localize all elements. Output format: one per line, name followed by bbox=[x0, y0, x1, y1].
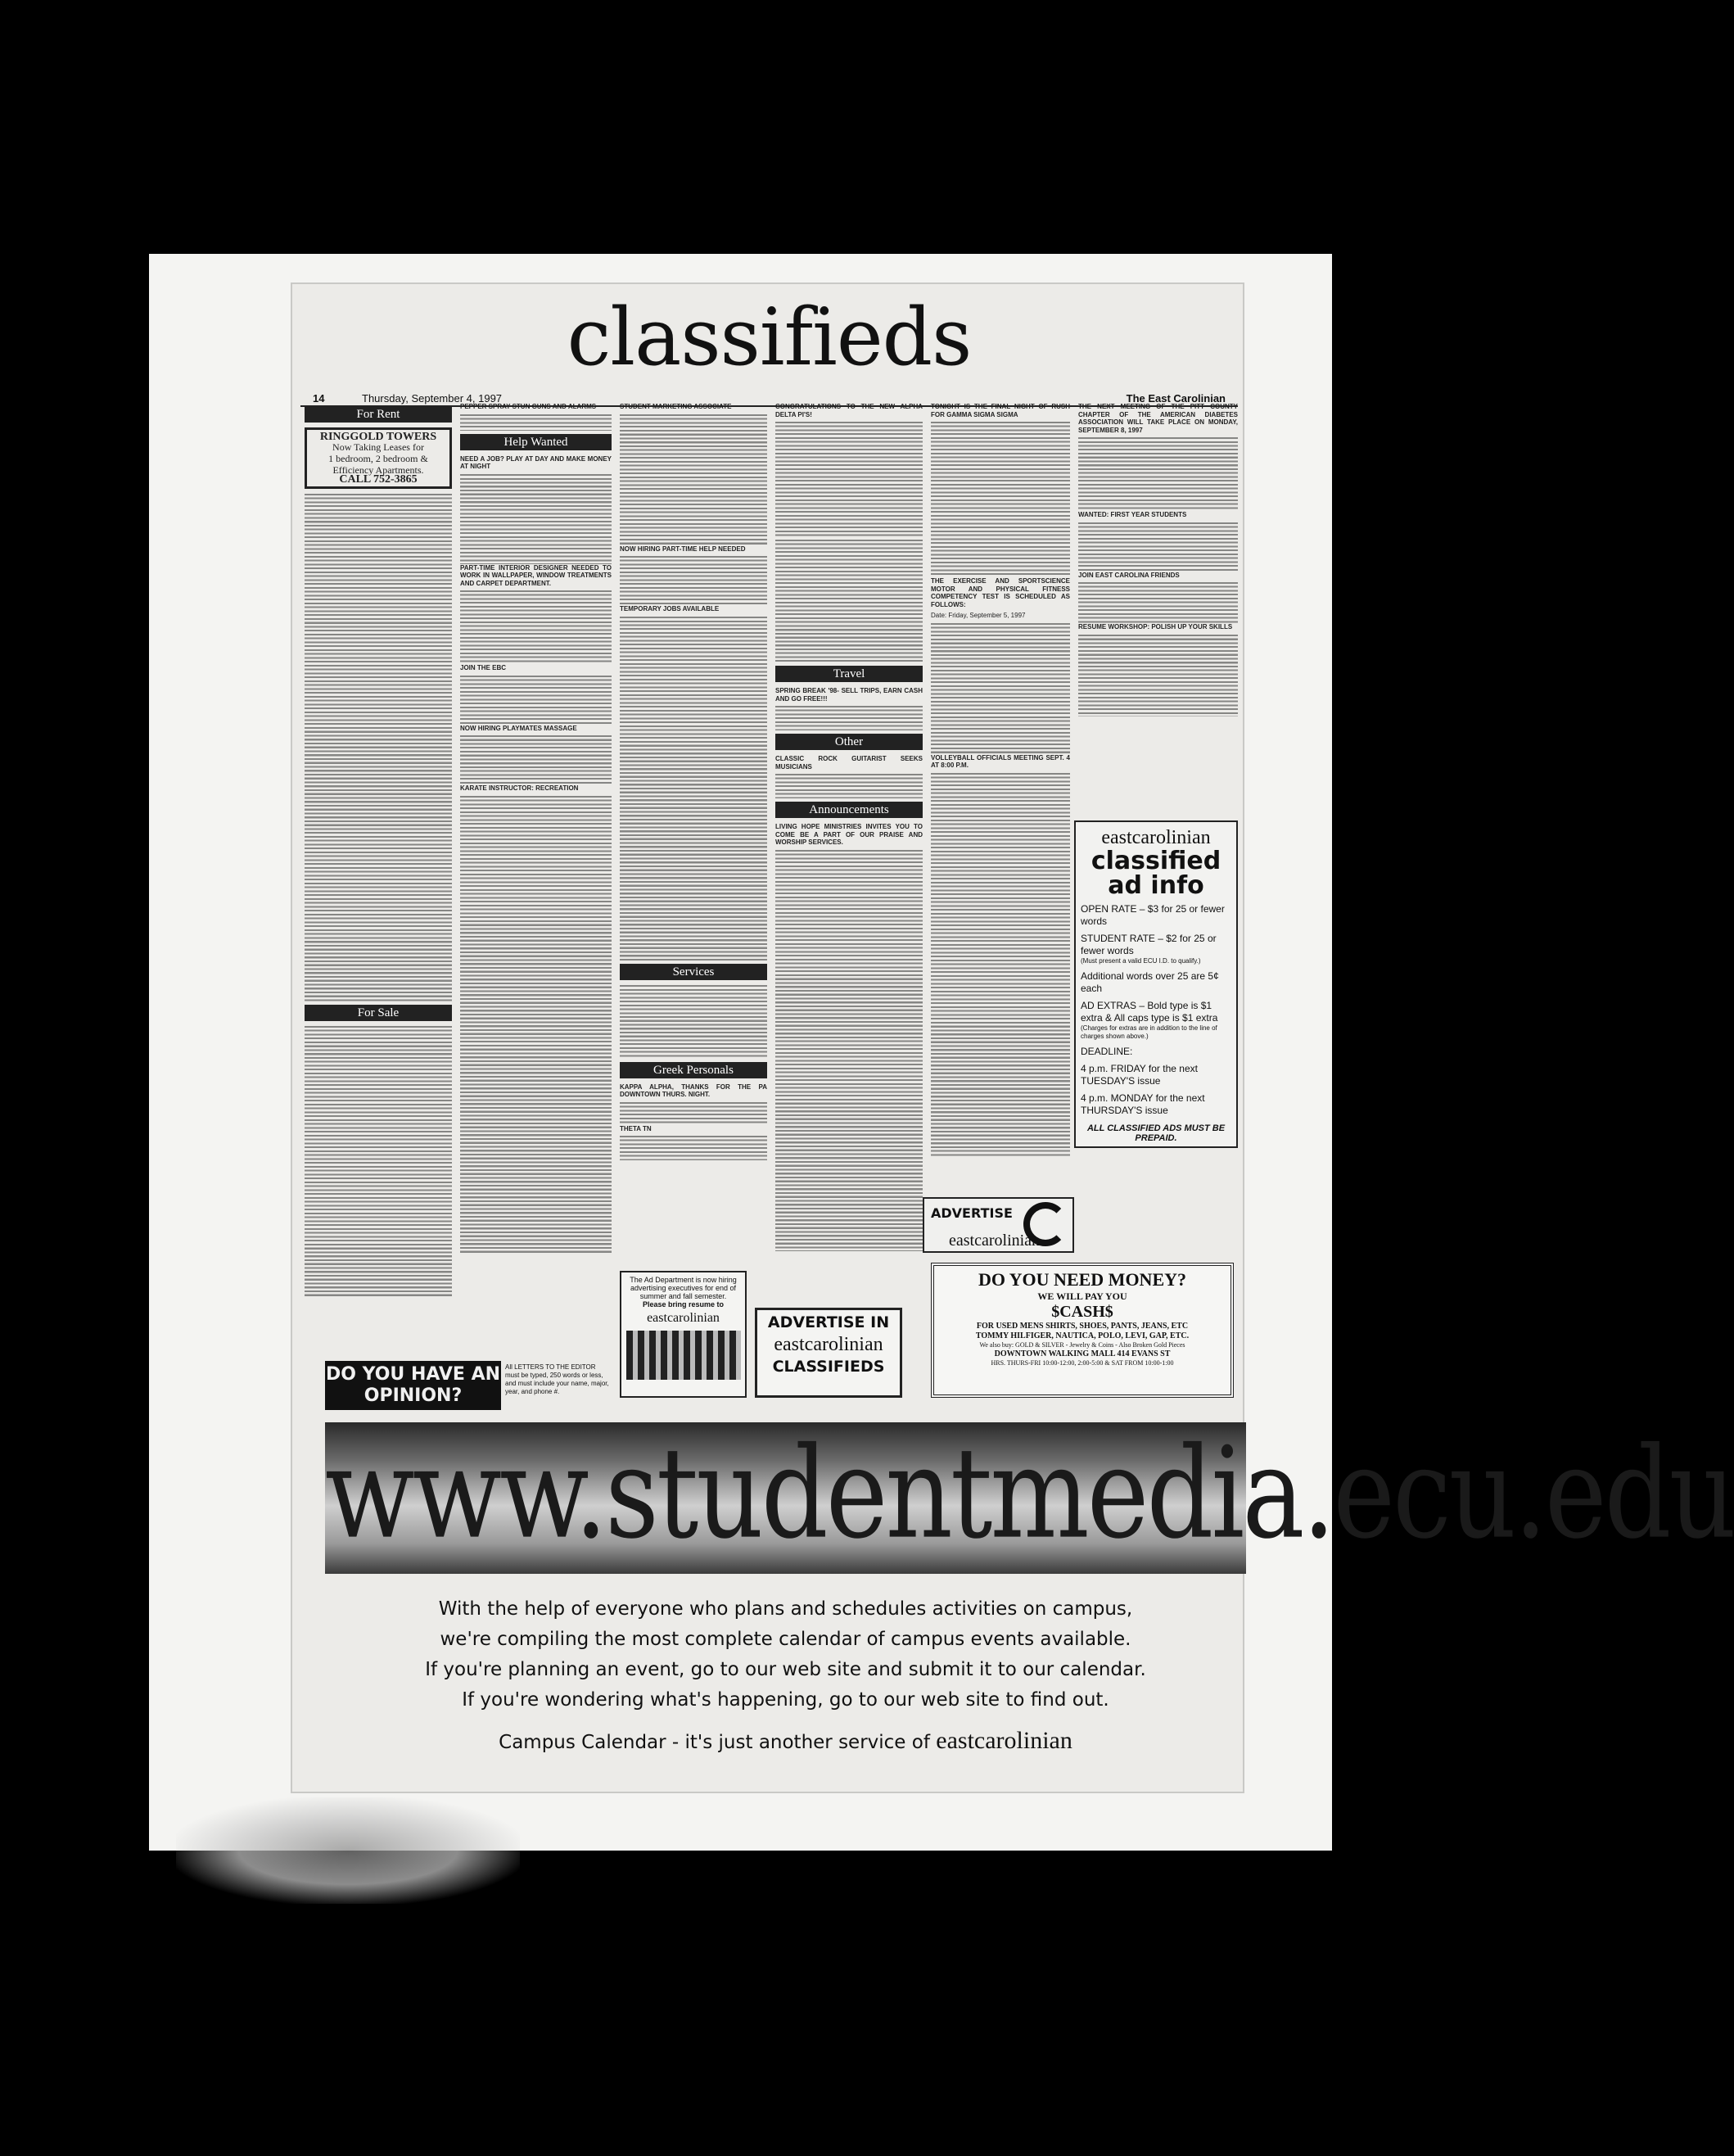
classified-text-block bbox=[305, 494, 452, 1001]
advertise-in: ADVERTISE IN bbox=[767, 1313, 890, 1331]
classified-text-block bbox=[620, 985, 767, 1059]
advertise-word: ADVERTISE bbox=[931, 1205, 1013, 1221]
classified-text-block bbox=[620, 1136, 767, 1160]
classified-listing: NOW HIRING PLAYMATES MASSAGE bbox=[460, 724, 577, 732]
eastcarolinian-logo: eastcarolinian bbox=[936, 1727, 1072, 1754]
paper-name: The East Carolinian bbox=[1126, 392, 1226, 405]
classified-listing: JOIN THE EBC bbox=[460, 664, 507, 671]
classified-listing: NOW HIRING PART-TIME HELP NEEDED bbox=[620, 545, 746, 553]
film-smudge bbox=[176, 1797, 520, 1904]
classified-listing: CONGRATULATIONS TO THE NEW ALPHA DELTA PI'S! bbox=[775, 403, 923, 418]
opinion-ad bbox=[325, 1361, 607, 1410]
classified-listing: CLASSIC ROCK GUITARIST SEEKS MUSICIANS bbox=[775, 755, 923, 771]
calendar-line: If you're wondering what's happening, go to our web site to find out. bbox=[462, 1689, 1109, 1711]
column-4 bbox=[775, 403, 923, 1251]
newspaper-page bbox=[291, 282, 1734, 1793]
classified-listing: TONIGHT IS THE FINAL NIGHT OF RUSH FOR GAMMA SIGMA SIGMA bbox=[931, 403, 1070, 418]
classified-listing: KAPPA ALPHA, THANKS FOR THE PA DOWNTOWN THURS. NIGHT. bbox=[620, 1083, 767, 1098]
classifieds-word: CLASSIFIEDS bbox=[772, 1358, 885, 1376]
section-head-greek-personals: Greek Personals bbox=[620, 1062, 767, 1078]
section-head-for-sale: For Sale bbox=[305, 1005, 452, 1021]
money-cash: $CASH$ bbox=[1051, 1303, 1113, 1321]
classified-text-block bbox=[931, 422, 1070, 577]
classified-text-block bbox=[775, 774, 923, 798]
classified-listing: NEED A JOB? PLAY AT DAY AND MAKE MONEY AT NIGHT bbox=[460, 454, 612, 470]
ringgold-towers-ad bbox=[305, 427, 452, 489]
classified-ad-info-box bbox=[1074, 820, 1238, 1148]
deadline-label: DEADLINE: bbox=[1081, 1046, 1133, 1057]
calendar-line: If you're planning an event, go to our web site and submit it to our calendar. bbox=[425, 1659, 1146, 1680]
money-line: TOMMY HILFIGER, NAUTICA, POLO, LEVI, GAP, ETC. bbox=[975, 1331, 1190, 1340]
calendar-line: With the help of everyone who plans and schedules activities on campus, bbox=[438, 1598, 1133, 1620]
column-6 bbox=[1078, 403, 1238, 716]
classified-listing: PART-TIME INTERIOR DESIGNER NEEDED TO WORK IN WALLPAPER, WINDOW TREATMENTS AND CARPET DEPARTMENT. bbox=[460, 563, 612, 587]
studentmedia-banner bbox=[325, 1421, 1734, 1574]
money-address: DOWNTOWN WALKING MALL 414 EVANS ST bbox=[994, 1349, 1171, 1358]
classified-listing: LIVING HOPE MINISTRIES INVITES YOU TO COME BE A PART OF OUR PRAISE AND WORSHIP SERVICES. bbox=[775, 823, 923, 846]
classified-listing: VOLLEYBALL OFFICIALS MEETING SEPT. 4 AT 8:00 P.M. bbox=[931, 753, 1070, 769]
classified-text-block bbox=[620, 556, 767, 605]
section-head-help-wanted: Help Wanted bbox=[460, 434, 612, 450]
open-rate: OPEN RATE – $3 for 25 or fewer words bbox=[1081, 903, 1225, 927]
eastcarolinian-logo: eastcarolinian bbox=[1101, 827, 1211, 848]
column-1 bbox=[305, 403, 452, 1296]
issue-date: Thursday, September 4, 1997 bbox=[362, 392, 503, 405]
campus-calendar-ad bbox=[325, 1594, 1246, 1774]
student-note: (Must present a valid ECU I.D. to qualify.) bbox=[1081, 957, 1201, 965]
classified-text-block bbox=[1078, 522, 1238, 572]
column-3 bbox=[620, 403, 767, 1160]
classified-listing: JOIN EAST CAROLINA FRIENDS bbox=[1078, 571, 1180, 579]
studentmedia-url: www.studentmedia.ecu.edu bbox=[325, 1421, 1734, 1567]
classified-text-block bbox=[1078, 582, 1238, 623]
classified-listing: THE NEXT MEETING OF THE PITT COUNTY CHAPTER OF THE AMERICAN DIABETES ASSOCIATION WILL TAKE PLACE ON MONDAY, SEPTEMBER 8, 1997 bbox=[1078, 403, 1238, 434]
money-title: DO YOU NEED MONEY? bbox=[978, 1269, 1187, 1290]
classified-text-block bbox=[460, 796, 612, 1254]
calendar-tagline bbox=[325, 1725, 1246, 1758]
hiring-resume: Please bring resume to bbox=[642, 1300, 725, 1309]
classified-text-block bbox=[1078, 635, 1238, 716]
classified-text-block bbox=[775, 850, 923, 1251]
ad-extras: AD EXTRAS – Bold type is $1 extra & All caps type is $1 extra bbox=[1081, 1000, 1218, 1024]
ringgold-phone: CALL 752-3865 bbox=[339, 472, 418, 486]
advertise-in-classifieds-ad bbox=[755, 1308, 902, 1398]
calendar-line: we're compiling the most complete calendar of campus events available. bbox=[440, 1629, 1131, 1650]
classified-text-block bbox=[460, 590, 612, 664]
extras-note: (Charges for extras are in addition to the line of charges shown above.) bbox=[1081, 1024, 1217, 1040]
ringgold-line: Now Taking Leases for bbox=[332, 441, 424, 453]
column-2 bbox=[460, 403, 612, 1254]
letters-note: All LETTERS TO THE EDITOR must be typed, 250 words or less, and must include your name, major, year, and phone #. bbox=[505, 1363, 609, 1395]
page-number: 14 bbox=[313, 392, 325, 405]
classified-listing: THETA TN bbox=[620, 1124, 652, 1132]
section-head-for-rent: For Rent bbox=[305, 406, 452, 423]
classified-text-block bbox=[775, 706, 923, 730]
ringgold-title: RINGGOLD TOWERS bbox=[319, 431, 437, 443]
ringgold-line: Efficiency Apartments. bbox=[332, 463, 424, 476]
classified-listing: TEMPORARY JOBS AVAILABLE bbox=[620, 605, 720, 612]
money-line: FOR USED MENS SHIRTS, SHOES, PANTS, JEANS, ETC bbox=[976, 1322, 1189, 1331]
deadline-tuesday: 4 p.m. FRIDAY for the next TUESDAY'S issue bbox=[1081, 1063, 1198, 1087]
calendar-tagline-text: Campus Calendar - it's just another service of bbox=[499, 1732, 930, 1753]
classified-text-block bbox=[460, 676, 612, 725]
advertise-promo-ad bbox=[923, 1197, 1074, 1253]
prepaid-note: ALL CLASSIFIED ADS MUST BE PREPAID. bbox=[1086, 1123, 1226, 1143]
classified-text-block bbox=[931, 773, 1070, 1158]
section-head-services: Services bbox=[620, 964, 767, 980]
classified-listing: WANTED: FIRST YEAR STUDENTS bbox=[1078, 511, 1187, 518]
classified-text-block bbox=[460, 414, 612, 431]
ad-department-hiring-ad bbox=[620, 1271, 747, 1398]
money-hours: HRS. THURS-FRI 10:00-12:00, 2:00-5:00 & SAT FROM 10:00-1:00 bbox=[991, 1359, 1174, 1367]
classified-listing: PEPPER SPRAY STUN GUNS AND ALARMS bbox=[460, 403, 597, 410]
section-head-other: Other bbox=[775, 734, 923, 750]
ringgold-line: 1 bedroom, 2 bedroom & bbox=[328, 452, 428, 464]
need-money-ad bbox=[931, 1263, 1234, 1398]
classified-text-block bbox=[1078, 437, 1238, 511]
classified-text-block bbox=[775, 422, 923, 536]
opinion-headline: DO YOU HAVE AN OPINION? bbox=[325, 1361, 501, 1410]
classified-text-block bbox=[305, 1026, 452, 1296]
eastcarolinian-logo: eastcarolinian bbox=[949, 1232, 1041, 1250]
classified-text-block bbox=[620, 1102, 767, 1125]
classified-listing: THE EXERCISE AND SPORTSCIENCE MOTOR AND PHYSICAL FITNESS COMPETENCY TEST IS SCHEDULED AS FOLLOWS: bbox=[931, 577, 1070, 608]
info-title: classified ad info bbox=[1091, 847, 1221, 900]
eastcarolinian-logo: eastcarolinian bbox=[774, 1334, 883, 1355]
classified-listing: KARATE INSTRUCTOR: RECREATION bbox=[460, 784, 579, 792]
column-5 bbox=[931, 403, 1070, 1158]
additional-words: Additional words over 25 are 5¢ each bbox=[1081, 970, 1219, 994]
eastcarolinian-logo: eastcarolinian bbox=[647, 1311, 720, 1325]
money-line: We also buy: GOLD & SILVER - Jewelry & Coins - Also Broken Gold Pieces bbox=[979, 1341, 1185, 1349]
classified-text-block bbox=[460, 474, 612, 564]
classified-text-block bbox=[460, 735, 612, 784]
classified-listing: SPRING BREAK '98- SELL TRIPS, EARN CASH AND GO FREE!!! bbox=[775, 687, 923, 703]
hiring-text: The Ad Department is now hiring advertising executives for end of summer and fall semester. bbox=[630, 1276, 737, 1300]
classified-listing: RESUME WORKSHOP: POLISH UP YOUR SKILLS bbox=[1078, 623, 1233, 631]
classified-text-block bbox=[775, 540, 923, 662]
classified-listing: Date: Friday, September 5, 1997 bbox=[931, 612, 1026, 619]
section-head-travel: Travel bbox=[775, 666, 923, 682]
crowd-illustration bbox=[626, 1331, 741, 1380]
money-sub: WE WILL PAY YOU bbox=[1037, 1290, 1127, 1302]
section-title: classifieds bbox=[567, 292, 972, 383]
c-logo-icon bbox=[1023, 1202, 1068, 1246]
classified-text-block bbox=[620, 617, 767, 960]
classified-text-block bbox=[931, 623, 1070, 754]
classified-text-block bbox=[620, 414, 767, 545]
classified-listing: STUDENT MARKETING ASSOCIATE bbox=[620, 403, 732, 410]
deadline-thursday: 4 p.m. MONDAY for the next THURSDAY'S issue bbox=[1081, 1092, 1205, 1116]
section-head-announcements: Announcements bbox=[775, 802, 923, 818]
student-rate: STUDENT RATE – $2 for 25 or fewer words bbox=[1081, 933, 1217, 956]
masthead bbox=[300, 292, 1238, 405]
